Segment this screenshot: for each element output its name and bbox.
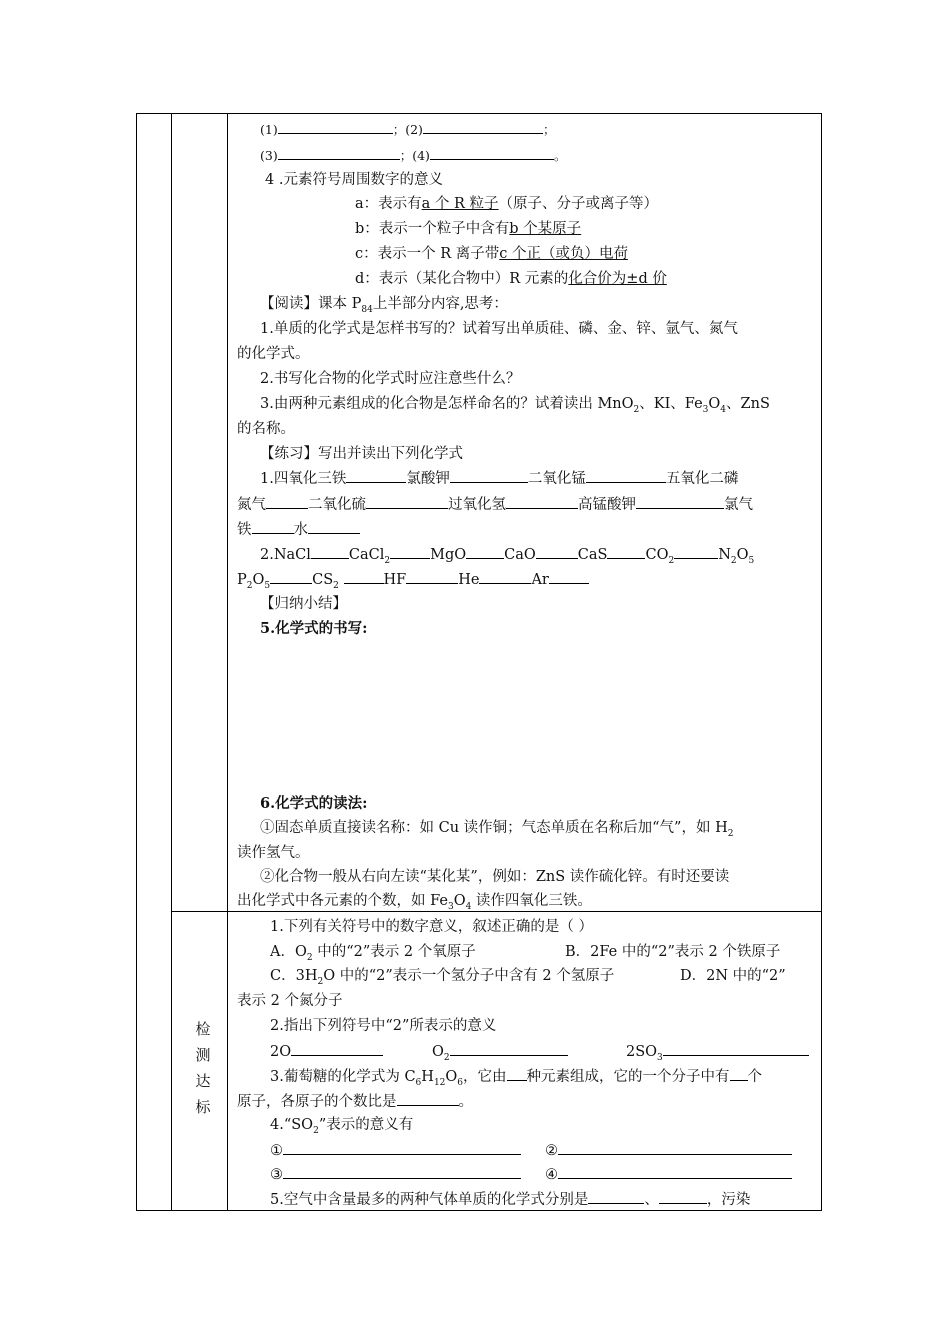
practice-1-line-2: 氮气 二氧化硫 过氧化氢 高锰酸钾 氯气 (237, 494, 753, 515)
answer-blank[interactable] (366, 494, 448, 509)
answer-blank[interactable] (308, 519, 360, 534)
answer-blank[interactable] (607, 544, 645, 559)
practice-2-line-2: $P_2O_5$ $CS_2$ HF He Ar (237, 569, 589, 590)
check-question-2: 2.指出下列符号中“2”所表示的意义 (270, 1018, 497, 1034)
answer-blank[interactable] (283, 1164, 521, 1179)
q4-blank-1: ① (270, 1140, 521, 1161)
question-3-line-2: 的名称。 (237, 421, 295, 437)
option-c[interactable]: C．$3H_2O$ 中的“2”表示一个氢分子中含有 2 个氢原子 (270, 968, 615, 987)
check-question-3-line-1: 3.葡萄糖的化学式为 $C_6H_{12}O_6$，它由 种元素组成，它的一个分子中有 个 (270, 1066, 762, 1087)
answer-blank[interactable] (430, 145, 554, 160)
reading-rule-1-line-1: ①固态单质直接读名称：如 Cu 读作铜；气态单质在名称后加“气”，如 $H_2$ (260, 820, 734, 839)
answer-blank[interactable] (283, 1140, 521, 1155)
answer-blank[interactable] (406, 569, 458, 584)
answer-blank[interactable] (346, 468, 406, 483)
answer-blank[interactable] (397, 1091, 459, 1106)
q4-blank-2: ② (545, 1140, 792, 1161)
q4-blank-4: ④ (545, 1164, 792, 1185)
answer-blank[interactable] (252, 519, 294, 534)
answer-blank[interactable] (536, 544, 578, 559)
blanks-row-2: (3) ；(4) 。 (260, 145, 566, 166)
q4-blank-3: ③ (270, 1164, 521, 1185)
option-b[interactable]: B．2Fe 中的“2”表示 2 个铁原子 (565, 944, 781, 960)
question-1-line-2: 的化学式。 (237, 346, 310, 362)
side-label-check: 检 测 达 标 (195, 1020, 211, 1116)
blanks-row-1: (1) ；(2) ； (260, 119, 555, 140)
answer-blank[interactable] (636, 494, 724, 509)
answer-blank[interactable] (586, 468, 666, 483)
answer-blank[interactable] (278, 119, 393, 134)
question-2: 2.书写化合物的化学式时应注意些什么？ (260, 371, 521, 387)
answer-blank[interactable] (674, 544, 718, 559)
summary-title: 【归纳小结】 (260, 596, 347, 612)
answer-blank[interactable] (450, 1041, 568, 1056)
option-a[interactable]: A．$O_2$ 中的“2”表示 2 个氧原子 (270, 944, 476, 963)
check-question-5: 5.空气中含量最多的两种气体单质的化学式分别是 、 ，污染 (270, 1189, 750, 1210)
reading-rule-2-line-2: 出化学式中各元素的个数，如 $Fe_3O_4$ 读作四氧化三铁。 (237, 893, 592, 912)
answer-blank[interactable] (390, 544, 430, 559)
answer-blank[interactable] (663, 1041, 809, 1056)
option-d-continued: 表示 2 个氮分子 (237, 993, 343, 1009)
practice-1-line-3: 铁 水 (237, 519, 360, 540)
answer-blank[interactable] (479, 569, 531, 584)
question-1-line-1: 1.单质的化学式是怎样书写的？试着写出单质硅、磷、金、锌、氩气、氮气 (260, 321, 738, 337)
item-b: b：表示一个粒子中含有b 个某原子 (355, 221, 582, 237)
answer-blank[interactable] (730, 1066, 748, 1081)
column-divider (171, 114, 172, 1210)
question-3-line-1: 3.由两种元素组成的化合物是怎样命名的？试着读出 MnO$_2$、KI、$Fe_3O_4$、ZnS (260, 396, 770, 415)
answer-blank[interactable] (266, 494, 308, 509)
item-d: d：表示（某化合物中）R 元素的化合价为±d 价 (355, 271, 667, 287)
check-question-3-line-2: 原子，各原子的个数比是 。 (237, 1091, 473, 1112)
reading-rule-2-line-1: ②化合物一般从右向左读“某化某”，例如：ZnS 读作硫化锌。有时还要读 (260, 869, 730, 885)
answer-blank[interactable] (507, 1066, 527, 1081)
answer-blank[interactable] (558, 1140, 792, 1155)
answer-blank[interactable] (450, 468, 528, 483)
item-a: a：表示有a 个 R 粒子（原子、分子或离子等） (355, 196, 659, 212)
answer-blank[interactable] (344, 569, 384, 584)
practice-2-line-1: 2.NaCl CaCl$_2$ MgO CaO CaS $CO_2$ $N_2O_5$ (260, 544, 754, 565)
q2-o2: $O_2$ (432, 1041, 568, 1062)
row-divider (171, 911, 821, 912)
answer-blank[interactable] (278, 145, 400, 160)
option-d[interactable]: D．2N 中的“2” (680, 968, 786, 984)
answer-blank[interactable] (588, 1189, 644, 1204)
answer-blank[interactable] (659, 1189, 707, 1204)
answer-blank[interactable] (558, 1164, 792, 1179)
answer-blank[interactable] (311, 544, 349, 559)
q2-2o: 2O (270, 1041, 383, 1062)
answer-blank[interactable] (549, 569, 589, 584)
q2-2so3: $2SO_3$ (626, 1041, 809, 1062)
practice-title: 【练习】写出并读出下列化学式 (260, 446, 463, 462)
reading-prompt: 【阅读】课本 $P_{84}$上半部分内容,思考： (260, 296, 508, 315)
answer-blank[interactable] (270, 569, 312, 584)
answer-blank[interactable] (466, 544, 504, 559)
practice-1-line-1: 1.四氧化三铁 氯酸钾 二氧化锰 五氧化二磷 (260, 468, 738, 489)
answer-blank[interactable] (506, 494, 578, 509)
heading-6: 6.化学式的读法: (260, 795, 368, 812)
check-question-1: 1.下列有关符号中的数字意义，叙述正确的是（ ） (270, 919, 593, 935)
check-question-4: $4.“SO_2$”表示的意义有 (270, 1117, 414, 1136)
heading-4: 4 .元素符号周围数字的意义 (265, 172, 443, 188)
column-divider (227, 114, 228, 1210)
answer-blank[interactable] (291, 1041, 383, 1056)
heading-5: 5.化学式的书写: (260, 620, 368, 637)
reading-rule-1-line-2: 读作氢气。 (237, 845, 310, 861)
answer-blank[interactable] (423, 119, 543, 134)
item-c: c：表示一个 R 离子带c 个正（或负）电荷 (355, 246, 628, 262)
